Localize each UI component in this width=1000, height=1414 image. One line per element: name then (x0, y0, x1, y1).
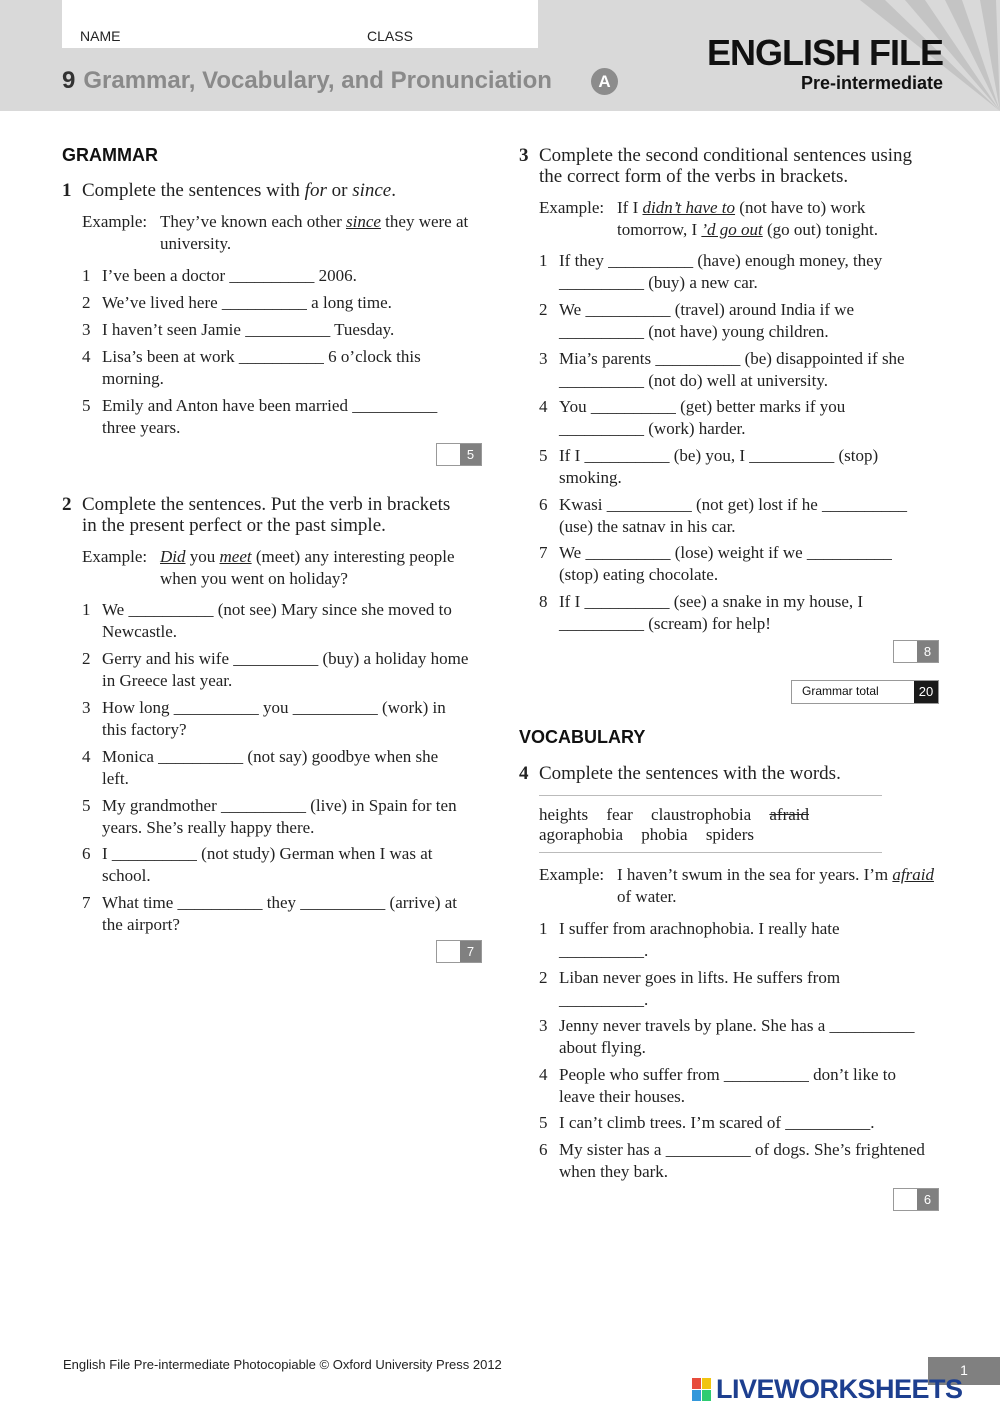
name-label: NAME (80, 28, 121, 44)
item-text: Newcastle. (102, 622, 178, 641)
score-box[interactable] (436, 940, 482, 963)
instruction-word: for (304, 180, 327, 201)
q2-item-2 (82, 648, 502, 692)
item-text: when they bark. (559, 1162, 669, 1181)
example-text: (not have to) work (735, 198, 866, 217)
question-4-instruction (519, 763, 959, 784)
item-number: 4 (539, 397, 548, 416)
question-2-instruction (62, 494, 502, 536)
example-text: tomorrow, I (617, 220, 702, 239)
score-value: 7 (460, 941, 481, 962)
question-number: 3 (519, 145, 529, 166)
example-answer: didn’t have to (642, 198, 736, 217)
q4-item-3 (539, 1015, 959, 1059)
example-label: Example: (82, 547, 148, 566)
example-text: If I (617, 198, 643, 217)
q1-item-2 (82, 292, 502, 314)
footer-copyright: Photocopiable © Oxford University Press 2012 (229, 1357, 502, 1372)
item-text: I can’t climb trees. I’m scared of __________. (559, 1113, 875, 1132)
item-text: __________ (buy) a new car. (559, 273, 758, 292)
item-text: My grandmother __________ (live) in Spain for ten (102, 796, 457, 815)
instruction-text: Complete the sentences. Put the verb in brackets (82, 494, 451, 515)
item-text: You __________ (get) better marks if you (559, 397, 846, 416)
item-text: __________ (not have) young children. (559, 322, 829, 341)
item-text: leave their houses. (559, 1087, 686, 1106)
page-title (62, 67, 552, 95)
item-text: Mia’s parents __________ (be) disappointed if she (559, 349, 905, 368)
item-text: this factory? (102, 720, 187, 739)
item-number: 4 (82, 347, 91, 366)
item-text: school. (102, 866, 151, 885)
grammar-total-box[interactable] (791, 680, 939, 704)
item-text: I suffer from arachnophobia. I really hate (559, 919, 840, 938)
word-option: heights (539, 805, 589, 824)
item-number: 8 (539, 592, 548, 611)
item-text: What time __________ they __________ (arrive) at (102, 893, 458, 912)
liveworksheets-logo-icon (692, 1378, 712, 1402)
item-text: in Greece last year. (102, 671, 233, 690)
q2-item-7 (82, 892, 502, 936)
q3-item-4 (539, 396, 959, 440)
example-line-2 (617, 219, 878, 241)
page-number: 1 (928, 1357, 1000, 1385)
item-text: morning. (102, 369, 164, 388)
brand-title: ENGLISH FILE (706, 32, 943, 73)
example-answer: since (345, 212, 381, 231)
word-option: claustrophobia (651, 805, 752, 824)
item-number: 3 (539, 349, 548, 368)
example-line-2: of water. (617, 887, 677, 906)
word-box (539, 795, 882, 853)
item-number: 1 (82, 600, 91, 619)
item-number: 4 (539, 1065, 548, 1084)
item-text: about flying. (559, 1038, 646, 1057)
score-box[interactable] (436, 443, 482, 466)
item-text: __________ (scream) for help! (559, 614, 771, 633)
example-answer: meet (219, 547, 252, 566)
instruction-text: Complete the sentences with the words. (539, 763, 841, 784)
q4-item-1 (539, 918, 959, 962)
q3-item-8 (539, 591, 959, 635)
grammar-total-value: 20 (914, 681, 938, 703)
instruction-word: since (352, 180, 392, 201)
brand-block (707, 34, 943, 94)
class-label: CLASS (367, 28, 413, 44)
score-box[interactable] (893, 1188, 939, 1211)
footer-book-title: English File Pre-intermediate (63, 1357, 230, 1372)
example-line-1 (617, 864, 934, 886)
item-number: 5 (82, 396, 91, 415)
instruction-text: in the present perfect or the past simple. (82, 515, 386, 536)
word-option: agoraphobia (539, 825, 624, 844)
example-label: Example: (82, 212, 148, 231)
item-text: Liban never goes in lifts. He suffers from (559, 968, 841, 987)
q2-item-1 (82, 599, 502, 643)
item-text: __________. (559, 941, 649, 960)
item-text: __________ (work) harder. (559, 419, 746, 438)
item-text: My sister has a __________ of dogs. She’s frightened (559, 1140, 925, 1159)
version-badge: A (591, 68, 618, 95)
q1-item-4 (82, 346, 502, 390)
item-number: 7 (539, 543, 548, 562)
q1-item-1 (82, 265, 502, 287)
q1-item-3 (82, 319, 502, 341)
example-text: they were at (380, 212, 469, 231)
word-row-1 (539, 804, 823, 826)
item-number: 2 (539, 300, 548, 319)
question-1-instruction (62, 180, 502, 201)
item-number: 2 (82, 293, 91, 312)
score-value: 5 (460, 444, 481, 465)
score-value: 6 (917, 1189, 938, 1210)
question-number: 4 (519, 763, 529, 784)
item-text: We __________ (travel) around India if we (559, 300, 855, 319)
q2-item-4 (82, 746, 502, 790)
page-header (0, 0, 1000, 111)
word-option: spiders (705, 825, 754, 844)
name-class-box (62, 0, 538, 48)
word-option: phobia (641, 825, 688, 844)
footer-credit (63, 1357, 502, 1372)
item-number: 5 (539, 446, 548, 465)
item-text: We’ve lived here __________ a long time. (102, 293, 392, 312)
score-box[interactable] (893, 640, 939, 663)
item-text: years. She’s really happy there. (102, 818, 315, 837)
score-value: 8 (917, 641, 938, 662)
item-text: People who suffer from __________ don’t like to (559, 1065, 896, 1084)
example-line-2: university. (160, 234, 232, 253)
title-text: Grammar, Vocabulary, and Pronunciation (83, 67, 552, 94)
example-line-1 (617, 197, 865, 219)
item-number: 1 (539, 919, 548, 938)
example-answer: afraid (892, 865, 934, 884)
example-text: They’ve known each other (160, 212, 346, 231)
item-text: I haven’t seen Jamie __________ Tuesday. (102, 320, 395, 339)
item-text: Lisa’s been at work __________ 6 o’clock this (102, 347, 421, 366)
item-number: 3 (82, 698, 91, 717)
item-number: 2 (539, 968, 548, 987)
example-line-1 (160, 546, 455, 568)
grammar-total-label: Grammar total (802, 684, 879, 698)
item-text: the airport? (102, 915, 180, 934)
q2-item-5 (82, 795, 502, 839)
instruction-text: Complete the second conditional sentences using (539, 145, 913, 166)
q1-item-5 (82, 395, 502, 439)
item-text: three years. (102, 418, 181, 437)
item-number: 1 (82, 266, 91, 285)
instruction-text: the correct form of the verbs in brackets. (539, 166, 849, 187)
item-text: If they __________ (have) enough money, they (559, 251, 883, 270)
item-text: __________ (not do) well at university. (559, 371, 828, 390)
item-number: 3 (82, 320, 91, 339)
item-text: (use) the satnav in his car. (559, 517, 736, 536)
item-number: 5 (539, 1113, 548, 1132)
liveworksheets-text: LIVEWORKSHEETS (716, 1374, 963, 1404)
item-number: 5 (82, 796, 91, 815)
question-2-example (82, 546, 502, 590)
item-text: Kwasi __________ (not get) lost if he __________ (559, 495, 907, 514)
instruction-text: Complete the sentences with (82, 180, 305, 201)
item-text: Jenny never travels by plane. She has a __________ (559, 1016, 915, 1035)
item-number: 6 (539, 1140, 548, 1159)
item-text: (stop) eating chocolate. (559, 565, 719, 584)
item-number: 6 (82, 844, 91, 863)
example-label: Example: (539, 198, 605, 217)
item-text: I __________ (not study) German when I was at (102, 844, 433, 863)
question-3-example (539, 197, 959, 241)
q3-item-2 (539, 299, 959, 343)
item-text: If I __________ (be) you, I __________ (stop) (559, 446, 879, 465)
example-text: I haven’t swum in the sea for years. I’m (617, 865, 893, 884)
grammar-heading: GRAMMAR (62, 145, 158, 165)
q3-item-7 (539, 542, 959, 586)
item-text: I’ve been a doctor __________ 2006. (102, 266, 357, 285)
item-text: We __________ (not see) Mary since she moved to (102, 600, 452, 619)
question-number: 2 (62, 494, 72, 515)
item-number: 3 (539, 1016, 548, 1035)
item-text: left. (102, 769, 129, 788)
q3-item-3 (539, 348, 959, 392)
item-text: How long __________ you __________ (work) in (102, 698, 446, 717)
example-line-1 (160, 211, 468, 233)
q3-item-6 (539, 494, 959, 538)
item-text: smoking. (559, 468, 622, 487)
item-text: Emily and Anton have been married __________ (102, 396, 438, 415)
item-text: We __________ (lose) weight if we __________ (559, 543, 892, 562)
instruction-text: or (326, 180, 353, 201)
question-4-example (539, 864, 959, 908)
instruction-text: . (391, 180, 396, 201)
item-text: __________. (559, 990, 649, 1009)
word-row-2 (539, 824, 768, 846)
item-text: If I __________ (see) a snake in my house, I (559, 592, 864, 611)
item-text: Monica __________ (not say) goodbye when she (102, 747, 439, 766)
unit-number: 9 (62, 67, 76, 94)
example-text: you (185, 547, 220, 566)
q3-item-1 (539, 250, 959, 294)
brand-level: Pre-intermediate (800, 73, 943, 93)
q4-item-6 (539, 1139, 959, 1183)
word-option: fear (606, 805, 633, 824)
question-3-instruction (519, 145, 959, 187)
item-number: 4 (82, 747, 91, 766)
vocabulary-heading: VOCABULARY (519, 727, 646, 747)
q4-item-2 (539, 967, 959, 1011)
q2-item-6 (82, 843, 502, 887)
question-1-example (82, 211, 502, 255)
example-line-2: when you went on holiday? (160, 569, 348, 588)
item-number: 2 (82, 649, 91, 668)
question-number: 1 (62, 180, 72, 201)
q4-item-5 (539, 1112, 959, 1134)
item-number: 7 (82, 893, 91, 912)
example-answer: Did (160, 547, 186, 566)
item-number: 1 (539, 251, 548, 270)
item-number: 6 (539, 495, 548, 514)
example-answer: ’d go out (701, 220, 763, 239)
q3-item-5 (539, 445, 959, 489)
q2-item-3 (82, 697, 502, 741)
example-label: Example: (539, 865, 605, 884)
example-text: (meet) any interesting people (251, 547, 455, 566)
example-text: (go out) tonight. (762, 220, 878, 239)
q4-item-4 (539, 1064, 959, 1108)
item-text: Gerry and his wife __________ (buy) a holiday home (102, 649, 469, 668)
word-option-used: afraid (769, 805, 810, 824)
